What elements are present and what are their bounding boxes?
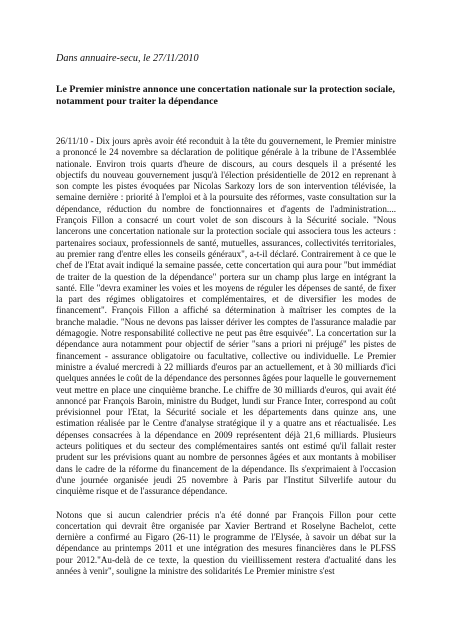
paragraph-2: Notons que si aucun calendrier précis n'a été donné par François Fillon pour cette concertation qui devrait être organisée par Xavier Bertrand et Roselyne Bachelot, cette dernière a confirmé au Figaro (26-11) le programme de l'Elysée, à savoir un débat sur la dépendance au printemps 2011 et une intégration des mesures financières dans le PLFSS pour 2012."Au-delà de ce texte, la question du vieillissement restera d'actualité dans les années à venir", souligne la ministre des solidarités Le Premier ministre s'est [56, 509, 396, 576]
source-line: Dans annuaire-secu, le 27/11/2010 [56, 53, 199, 64]
article-title: Le Premier ministre annonce une concertation nationale sur la protection sociale, notamment pour traiter la dépendance [56, 84, 395, 107]
paragraph-1: 26/11/10 - Dix jours après avoir été reconduit à la tête du gouvernement, le Premier ministre a prononcé le 24 novembre sa déclaration de politique générale à la tribune de l'Assemblée nationale. Environ trois quarts d'heure de discours, au cours desquels il a présenté les objectifs du nouveau gouvernement jusqu'à l'élection présidentielle de 2012 en reprenant à son compte les pistes évoquées par Nicolas Sarkozy lors de son intervention télévisée, la semaine dernière : priorité à l'emploi et à la poursuite des réformes, vaste consultation sur la dépendance, réduction du nombre de fonctionnaires et d'agents de l'administration.... François Fillon a consacré un court volet de son discours à la Sécurité sociale. "Nous lancerons une concertation nationale sur la protection sociale qui associera tous les acteurs : partenaires sociaux, professionnels de santé, mutuelles, assurances, collectivités territoriales, au premier rang d'entre elles les conseils généraux", a-t-il déclaré. Contrairement à ce que le chef de l'Etat avait indiqué la semaine passée, cette concertation qui aura pour "but immédiat de traiter de la question de la dépendance" portera sur un champ plus large en intégrant la santé. Elle "devra examiner les voies et les moyens de réguler les dépenses de santé, de fixer la part des régimes obligatoires et complémentaires, et de diversifier les modes de financement". François Fillon a affiché sa détermination à maîtriser les comptes de la branche maladie. "Nous ne devons pas laisser dériver les comptes de l'assurance maladie par démagogie. Notre responsabilité collective ne peut pas être esquivée". La concertation sur la dépendance aura notamment pour objectif de sérier "sans a priori ni préjugé" les pistes de financement - assurance obligatoire ou facultative, collective ou individuelle. Le Premier ministre a évalué mercredi à 22 milliards d'euros par an actuellement, et à 30 milliards d'ici quelques années le coût de la dépendance des personnes âgées pour laquelle le gouvernement veut mettre en place une cinquième branche. Le chiffre de 30 milliards d'euros, qui avait été annoncé par François Baroin, ministre du Budget, lundi sur France Inter, correspond au coût prévisionnel pour l'Etat, la Sécurité sociale et les départements dans quinze ans, une estimation réalisée par le Centre d'analyse stratégique il y a quatre ans et réactualisée. Les dépenses consacrées à la dépendance en 2009 représentent déjà 21,6 milliards. Plusieurs acteurs politiques et du secteur des complémentaires santés ont estimé qu'il fallait rester prudent sur les prévisions quant au nombre de personnes âgées et aux montants à mobiliser dans le cadre de la réforme du financement de la dépendance. Ils s'exprimaient à l'occasion d'une journée organisée jeudi 25 novembre à Paris par l'Institut Silverlife autour du cinquième risque et de l'assurance dépendance. [56, 136, 396, 497]
